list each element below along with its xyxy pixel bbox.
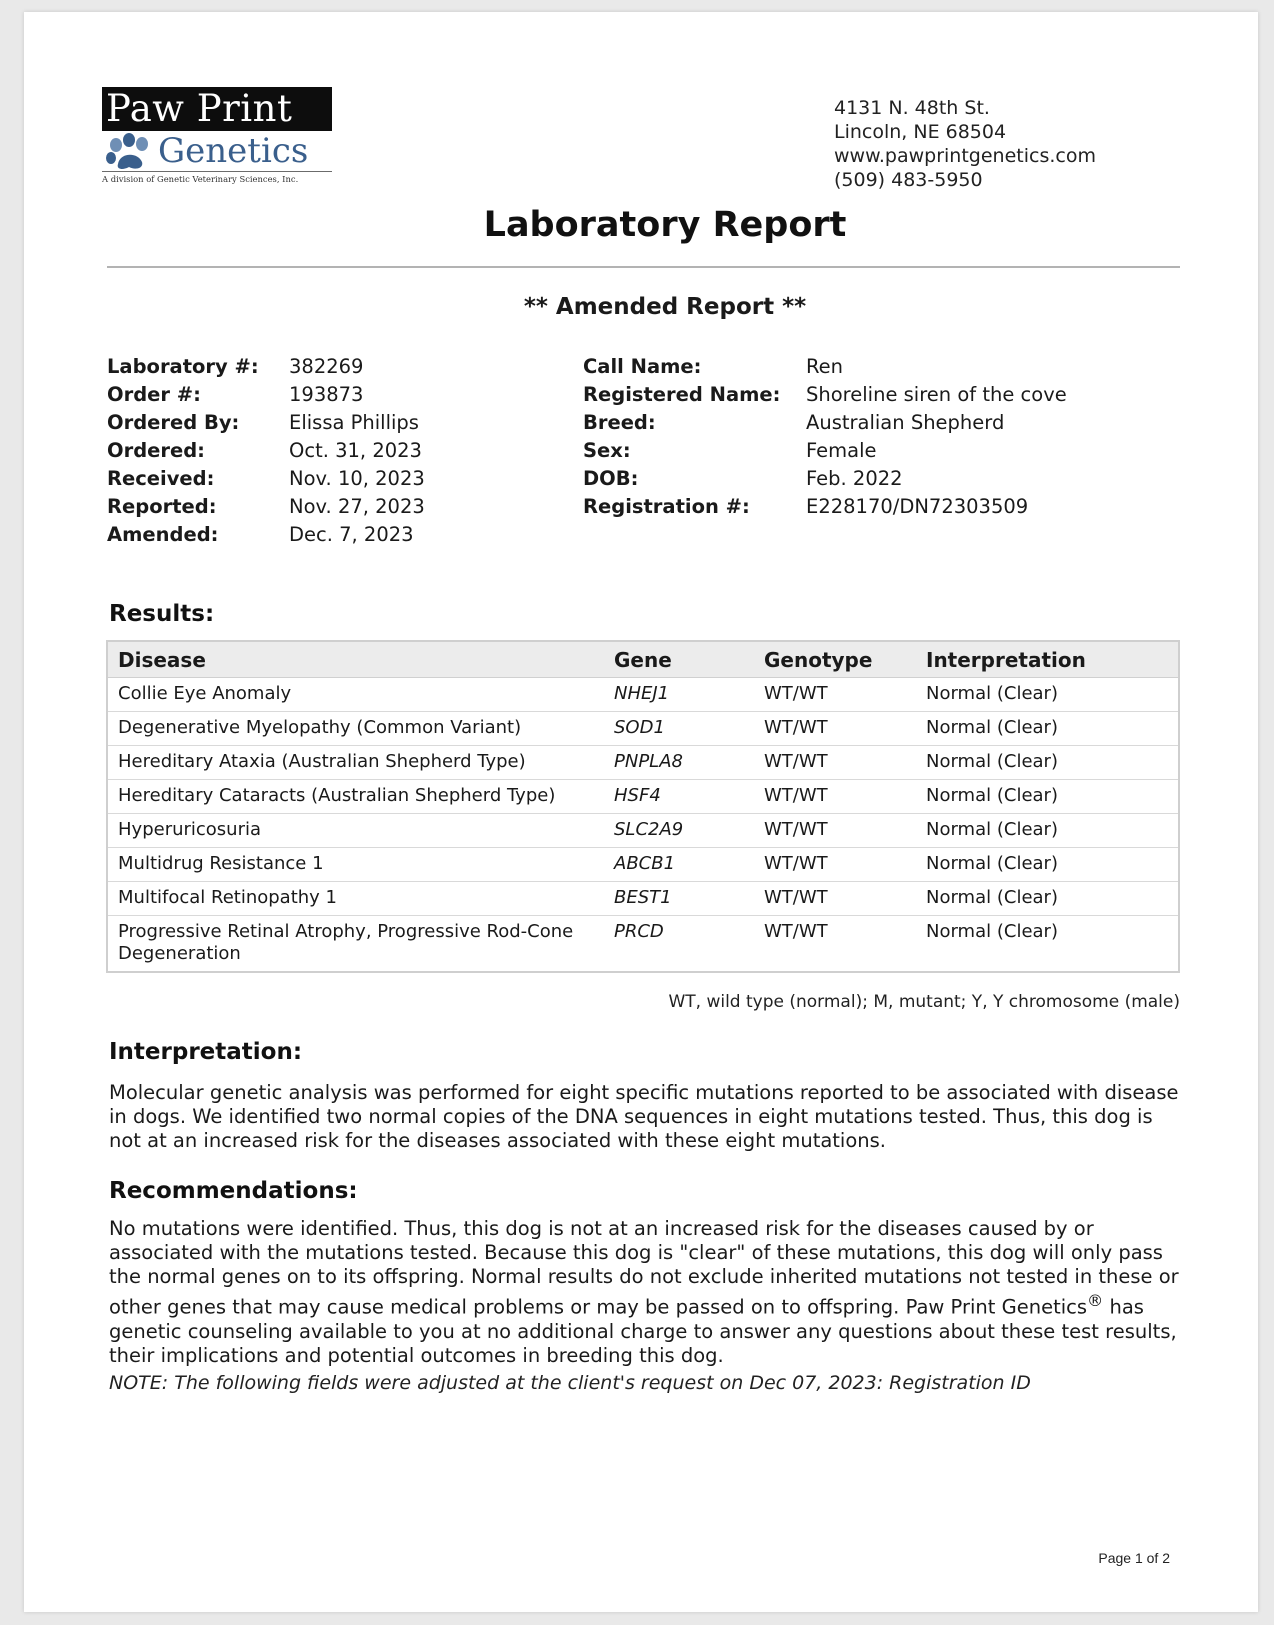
table-row bbox=[107, 746, 1179, 780]
interpretation-heading: Interpretation: bbox=[109, 1039, 303, 1065]
cell-disease: Multifocal Retinopathy 1 bbox=[107, 882, 604, 916]
field-value: 193873 bbox=[289, 383, 364, 406]
cell-gene: ABCB1 bbox=[604, 848, 754, 882]
report-page bbox=[24, 12, 1258, 1612]
order-info bbox=[107, 353, 425, 549]
results-table bbox=[106, 640, 1180, 973]
table-row bbox=[107, 882, 1179, 916]
logo-wordmark-bottom: Genetics bbox=[158, 131, 309, 171]
cell-gene: BEST1 bbox=[604, 882, 754, 916]
field-value: 382269 bbox=[289, 355, 364, 378]
field-value: Nov. 27, 2023 bbox=[289, 495, 425, 518]
cell-disease: Degenerative Myelopathy (Common Variant) bbox=[107, 712, 604, 746]
recommendations-text-part1: No mutations were identified. Thus, this dog is not at an increased risk for the diseases caused by or associated with the mutations tested. Because this dog is "clear" of these mutations, this dog will only pass the normal genes on to its offspring. Normal results do not exclude inherited mutations not tested in these or other genes that may cause medical problems or may be passed on to offspring. Paw Print Genetics bbox=[109, 1217, 1179, 1319]
cell-genotype: WT/WT bbox=[754, 882, 916, 916]
report-title: Laboratory Report bbox=[483, 205, 847, 245]
cell-disease: Multidrug Resistance 1 bbox=[107, 848, 604, 882]
field-value: Shoreline siren of the cove bbox=[806, 383, 1067, 406]
cell-interpretation: Normal (Clear) bbox=[916, 814, 1179, 848]
cell-genotype: WT/WT bbox=[754, 746, 916, 780]
amended-banner: ** Amended Report ** bbox=[523, 294, 807, 320]
dog-info-row bbox=[583, 353, 1067, 381]
table-row bbox=[107, 848, 1179, 882]
address-phone: (509) 483-5950 bbox=[834, 169, 983, 191]
cell-disease: Hereditary Cataracts (Australian Shepherd Type) bbox=[107, 780, 604, 814]
order-info-row bbox=[107, 465, 425, 493]
order-info-row bbox=[107, 437, 425, 465]
order-info-row bbox=[107, 493, 425, 521]
cell-interpretation: Normal (Clear) bbox=[916, 746, 1179, 780]
order-info-row bbox=[107, 353, 425, 381]
cell-interpretation: Normal (Clear) bbox=[916, 848, 1179, 882]
logo-wordmark-top: Paw Print bbox=[102, 87, 332, 131]
field-value: Nov. 10, 2023 bbox=[289, 467, 425, 490]
dog-info-row bbox=[583, 381, 1067, 409]
address-street: 4131 N. 48th St. bbox=[834, 97, 990, 119]
dog-info-row bbox=[583, 437, 1067, 465]
cell-interpretation: Normal (Clear) bbox=[916, 712, 1179, 746]
company-address bbox=[834, 96, 1096, 192]
dog-info bbox=[583, 353, 1067, 521]
cell-genotype: WT/WT bbox=[754, 678, 916, 712]
cell-interpretation: Normal (Clear) bbox=[926, 921, 1058, 942]
field-value: Oct. 31, 2023 bbox=[289, 439, 422, 462]
cell-interpretation: Normal (Clear) bbox=[916, 678, 1179, 712]
cell-interpretation: Normal (Clear) bbox=[916, 780, 1179, 814]
order-info-row bbox=[107, 409, 425, 437]
address-website[interactable]: www.pawprintgenetics.com bbox=[834, 145, 1096, 167]
cell-genotype: WT/WT bbox=[754, 814, 916, 848]
field-label: Order #: bbox=[107, 383, 201, 406]
field-value: Feb. 2022 bbox=[806, 467, 903, 490]
recommendations-heading: Recommendations: bbox=[109, 1178, 358, 1204]
field-value: Australian Shepherd bbox=[806, 411, 1005, 434]
order-info-row bbox=[107, 521, 425, 549]
cell-disease: Hyperuricosuria bbox=[107, 814, 604, 848]
paw-print-icon bbox=[102, 131, 160, 171]
cell-gene: SOD1 bbox=[604, 712, 754, 746]
dog-info-row bbox=[583, 493, 1067, 521]
field-value: Female bbox=[806, 439, 877, 462]
interpretation-text: Molecular genetic analysis was performed for eight specific mutations reported to be associated with disease in dogs. We identified two normal copies of the DNA sequences in eight mutations tested. Thus, this dog is not at an increased risk for the diseases associated with these eight mutations. bbox=[109, 1081, 1179, 1152]
table-row bbox=[107, 678, 1179, 712]
cell-interpretation: Normal (Clear) bbox=[916, 882, 1179, 916]
field-label: Sex: bbox=[583, 439, 631, 462]
cell-disease: Progressive Retinal Atrophy, Progressive Rod-Cone Degeneration bbox=[118, 921, 574, 964]
table-row bbox=[107, 712, 1179, 746]
cell-genotype: WT/WT bbox=[764, 921, 828, 942]
cell-gene: PRCD bbox=[614, 921, 664, 942]
cell-gene: PNPLA8 bbox=[604, 746, 754, 780]
genotype-legend: WT, wild type (normal); M, mutant; Y, Y chromosome (male) bbox=[668, 992, 1180, 1012]
cell-genotype: WT/WT bbox=[754, 848, 916, 882]
table-row bbox=[107, 916, 1179, 973]
field-label: Amended: bbox=[107, 523, 219, 546]
column-header-genotype: Genotype bbox=[754, 641, 916, 678]
table-header-row bbox=[107, 641, 1179, 678]
column-header-gene: Gene bbox=[604, 641, 754, 678]
address-city: Lincoln, NE 68504 bbox=[834, 121, 1007, 143]
field-value: E228170/DN72303509 bbox=[806, 495, 1029, 518]
order-info-row bbox=[107, 381, 425, 409]
field-label: Breed: bbox=[583, 411, 656, 434]
field-label: Reported: bbox=[107, 495, 217, 518]
field-label: Ordered: bbox=[107, 439, 205, 462]
recommendations-text-part2: has genetic counseling available to you at no additional charge to answer any questions about these test results, their implications and potential outcomes in breeding this dog. bbox=[109, 1295, 1177, 1367]
field-value: Dec. 7, 2023 bbox=[289, 523, 414, 546]
field-label: Ordered By: bbox=[107, 411, 240, 434]
cell-gene: NHEJ1 bbox=[604, 678, 754, 712]
recommendations-text bbox=[109, 1217, 1179, 1368]
field-value: Elissa Phillips bbox=[289, 411, 419, 434]
page-number: Page 1 of 2 bbox=[1098, 1550, 1170, 1566]
registered-mark: ® bbox=[1087, 1291, 1104, 1310]
cell-disease: Collie Eye Anomaly bbox=[107, 678, 604, 712]
field-label: Laboratory #: bbox=[107, 355, 259, 378]
title-divider bbox=[107, 266, 1180, 268]
cell-genotype: WT/WT bbox=[754, 712, 916, 746]
column-header-disease: Disease bbox=[107, 641, 604, 678]
company-logo bbox=[102, 87, 332, 184]
cell-gene: SLC2A9 bbox=[604, 814, 754, 848]
column-header-interpretation: Interpretation bbox=[916, 641, 1179, 678]
cell-disease: Hereditary Ataxia (Australian Shepherd Type) bbox=[107, 746, 604, 780]
cell-gene: HSF4 bbox=[604, 780, 754, 814]
dog-info-row bbox=[583, 409, 1067, 437]
table-row bbox=[107, 780, 1179, 814]
field-label: Registered Name: bbox=[583, 383, 781, 406]
results-heading: Results: bbox=[109, 601, 215, 627]
table-row bbox=[107, 814, 1179, 848]
dog-info-row bbox=[583, 465, 1067, 493]
field-value: Ren bbox=[806, 355, 844, 378]
field-label: Received: bbox=[107, 467, 215, 490]
logo-subtitle: A division of Genetic Veterinary Sciences, Inc. bbox=[102, 174, 299, 184]
field-label: Registration #: bbox=[583, 495, 750, 518]
cell-genotype: WT/WT bbox=[754, 780, 916, 814]
field-label: Call Name: bbox=[583, 355, 702, 378]
field-label: DOB: bbox=[583, 467, 639, 490]
amendment-note: NOTE: The following fields were adjusted at the client's request on Dec 07, 2023: Registration ID bbox=[109, 1372, 1031, 1394]
